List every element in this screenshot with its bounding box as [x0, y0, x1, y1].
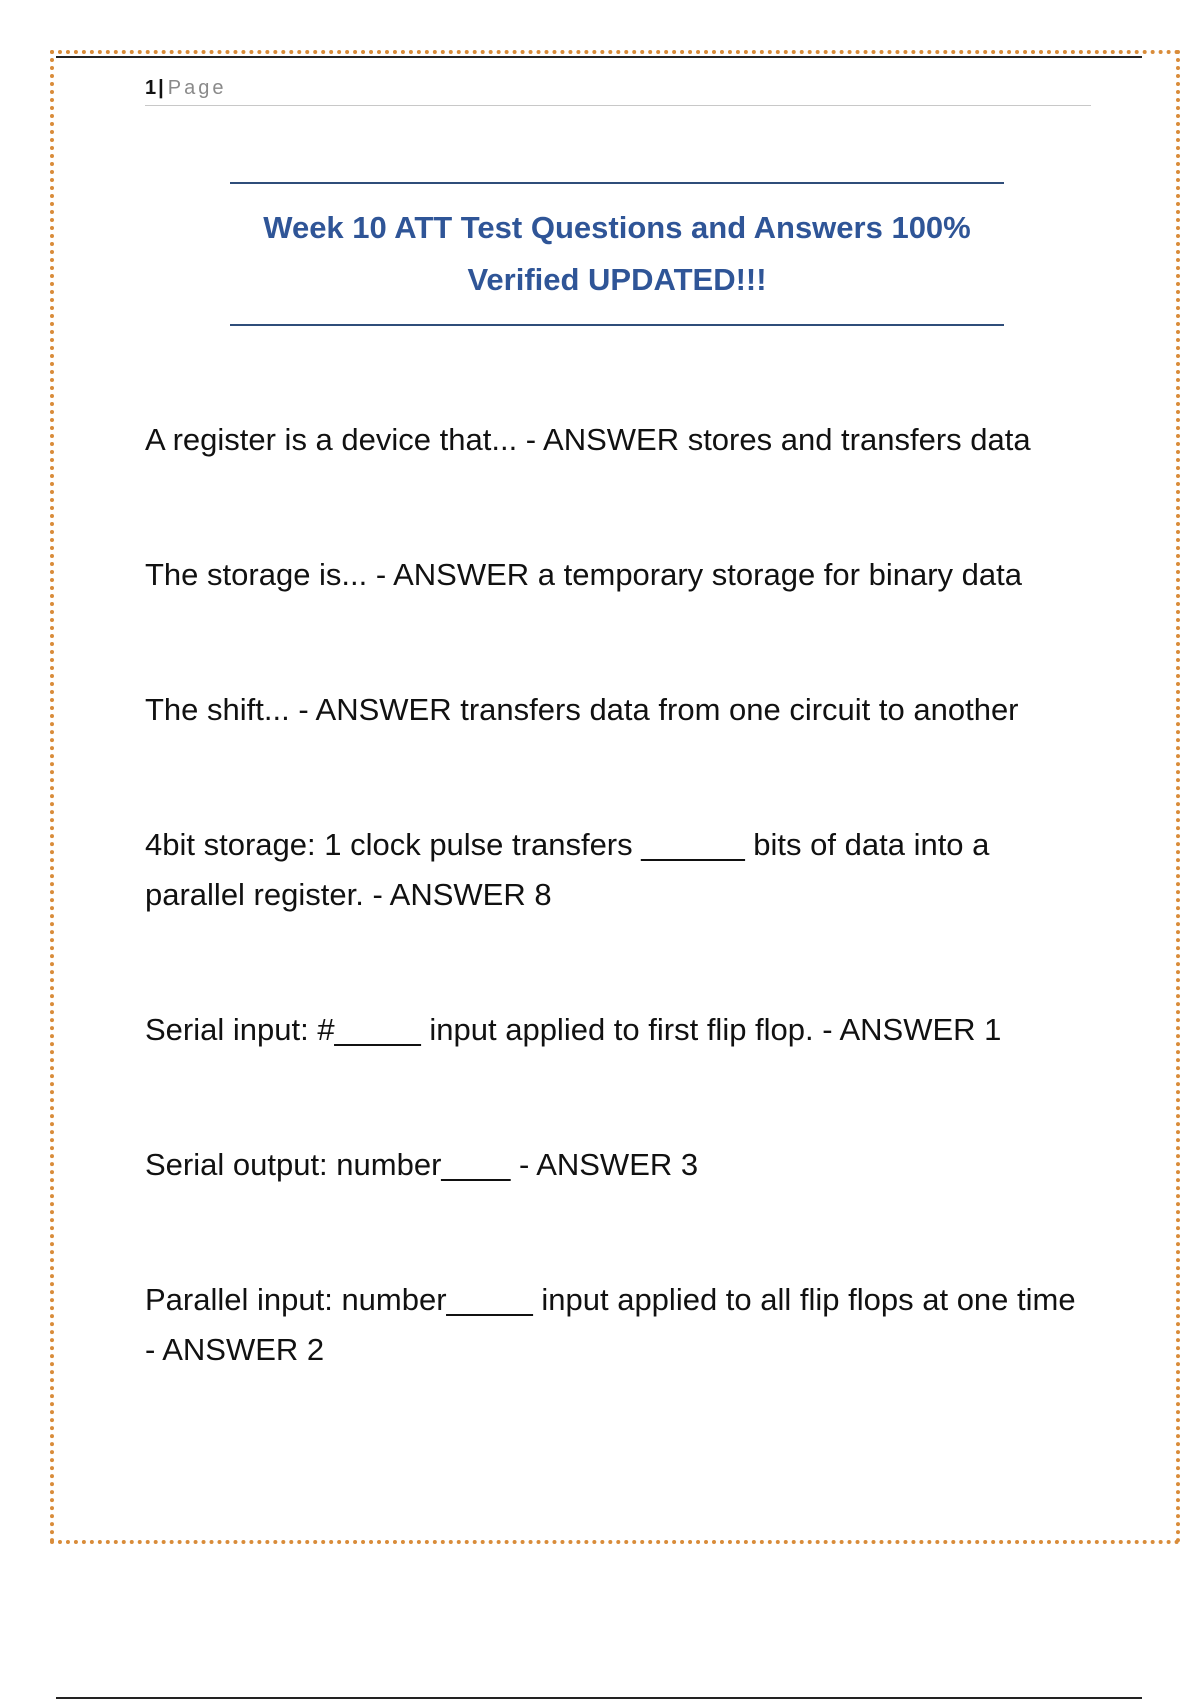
- qa-item: 4bit storage: 1 clock pulse transfers ______ bits of data into a parallel register. - ANSWER 8: [145, 827, 990, 912]
- qa-item: A register is a device that... - ANSWER stores and transfers data: [145, 422, 1031, 457]
- qa-item: The storage is... - ANSWER a temporary storage for binary data: [145, 557, 1022, 592]
- page-label: Page: [167, 77, 227, 99]
- title-line-2: Verified UPDATED!!!: [467, 262, 767, 297]
- top-rule: [56, 56, 1142, 58]
- qa-item: Serial input: #_____ input applied to first flip flop. - ANSWER 1: [145, 1012, 1002, 1047]
- page-header: [145, 74, 1091, 106]
- title-line-1: Week 10 ATT Test Questions and Answers 100%: [263, 210, 971, 245]
- bottom-rule: [56, 1697, 1142, 1699]
- page-number: 1: [145, 77, 157, 99]
- qa-item: The shift... - ANSWER transfers data from one circuit to another: [145, 692, 1019, 727]
- qa-item: Parallel input: number_____ input applied to all flip flops at one time - ANSWER 2: [145, 1282, 1076, 1367]
- qa-item: Serial output: number____ - ANSWER 3: [145, 1147, 699, 1182]
- document-title: [230, 182, 1004, 326]
- page-separator: |: [158, 77, 164, 99]
